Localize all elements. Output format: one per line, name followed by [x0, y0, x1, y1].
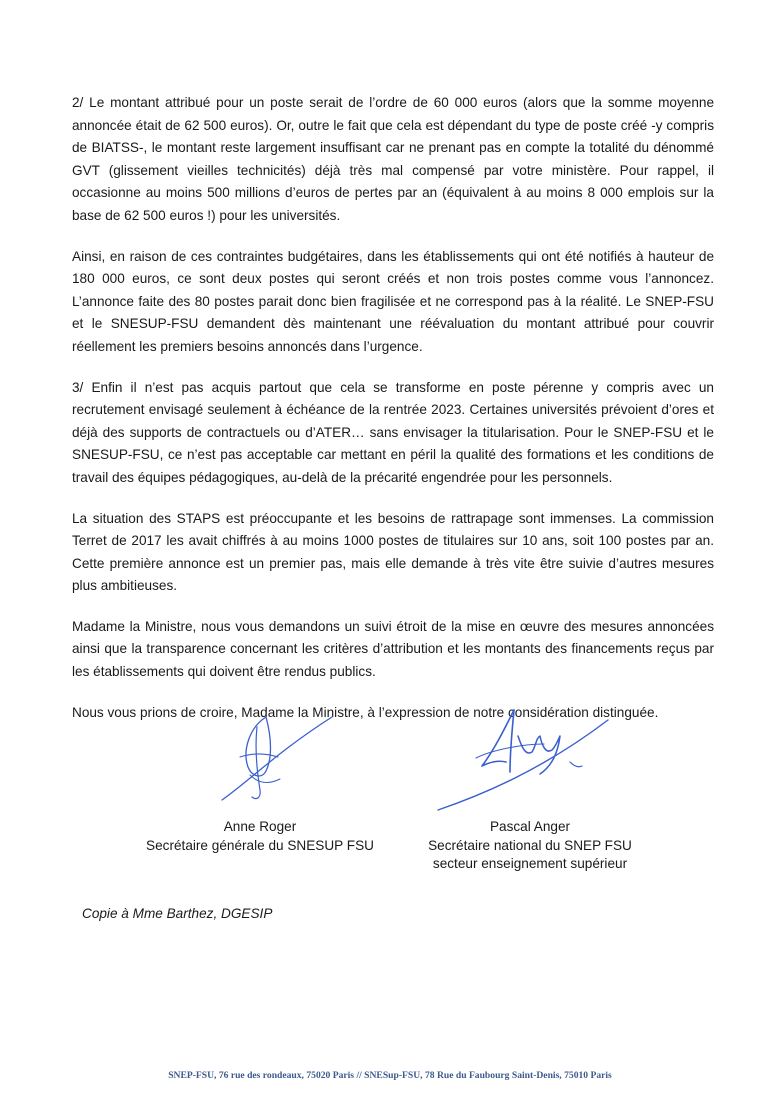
signatory-title: Secrétaire national du SNEP FSU — [428, 837, 632, 853]
signature-anne-roger — [210, 705, 335, 810]
signatory-name: Pascal Anger — [489, 819, 571, 834]
signatory-name: Anne Roger — [223, 819, 297, 834]
paragraph-closing-formula: Nous vous prions de croire, Madame la Ministre, à l’expression de notre considération distinguée. — [72, 704, 659, 720]
paragraph-budget-amount: 2/ Le montant attribué pour un poste serait de l’ordre de 60 000 euros (alors que la somme moyenne annoncée était de 62 500 euros). Or, outre le fait que cela est dépendant du type de poste créé -y compris de BIATSS-, le montant reste largement insuffisant car ne prenant pas en compte la totalité du dénommé GVT (glissement vieilles technicités) déjà très mal compensé par votre ministère. Pour rappel, il occasionne au moins 500 millions d’euros de pertes par an (équivalent à au moins 8 000 emplois sur la base de 62 500 euros !) pour les universités. — [72, 95, 714, 223]
copy-note: Copie à Mme Barthez, DGESIP — [82, 906, 273, 921]
paragraph-request-follow-up: Madame la Ministre, nous vous demandons un suivi étroit de la mise en œuvre des mesures annoncées ainsi que la transparence concernant les critères d’attribution et les montants des financements reçus par les établissements qui doivent être rendus publics. — [72, 618, 714, 680]
signature-pascal-anger — [432, 700, 612, 815]
paragraph-budget-constraints: Ainsi, en raison de ces contraintes budgétaires, dans les établissements qui ont été notifiés à hauteur de 180 000 euros, ce sont deux postes qui seront créés et non trois postes comme vous l’annoncez. L’annonce faite des 80 postes parait donc bien fragilisée et ne correspond pas à la réalité. Le SNEP-FSU et le SNESUP-FSU demandent dès maintenant une réévaluation du montant attribué pour couvrir réellement les premiers besoins annoncés dans l’urgence. — [72, 248, 714, 354]
signatory-title: Secrétaire générale du SNESUP FSU — [146, 837, 374, 853]
letter-body — [72, 92, 714, 742]
signatory-left — [140, 818, 380, 855]
paragraph-permanent-posts: 3/ Enfin il n’est pas acquis partout que cela se transforme en poste pérenne y compris avec un recrutement envisagé seulement à échéance de la rentrée 2023. Certaines universités prévoient d’ores et déjà des supports de contractuels ou d’ATER… sans envisager la titularisation. Pour le SNEP-FSU et le SNESUP-FSU, ce n’est pas acceptable car mettant en péril la qualité des formations et les conditions de travail des équipes pédagogiques, au-delà de la précarité engendrée pour les personnels. — [72, 379, 714, 485]
letter-footer-addresses: SNEP-FSU, 76 rue des rondeaux, 75020 Paris // SNESup-FSU, 78 Rue du Faubourg Saint-Denis, 75010 Paris — [168, 1070, 612, 1081]
signatory-right — [420, 818, 640, 874]
signatory-subtitle: secteur enseignement supérieur — [432, 856, 628, 871]
paragraph-staps-situation: La situation des STAPS est préoccupante et les besoins de rattrapage sont immenses. La commission Terret de 2017 les avait chiffrés à au moins 1000 postes de titulaires sur 10 ans, soit 100 postes par an. Cette première annonce est un premier pas, mais elle demande à très vite être suivie d’autres mesures plus ambitieuses. — [72, 510, 714, 594]
